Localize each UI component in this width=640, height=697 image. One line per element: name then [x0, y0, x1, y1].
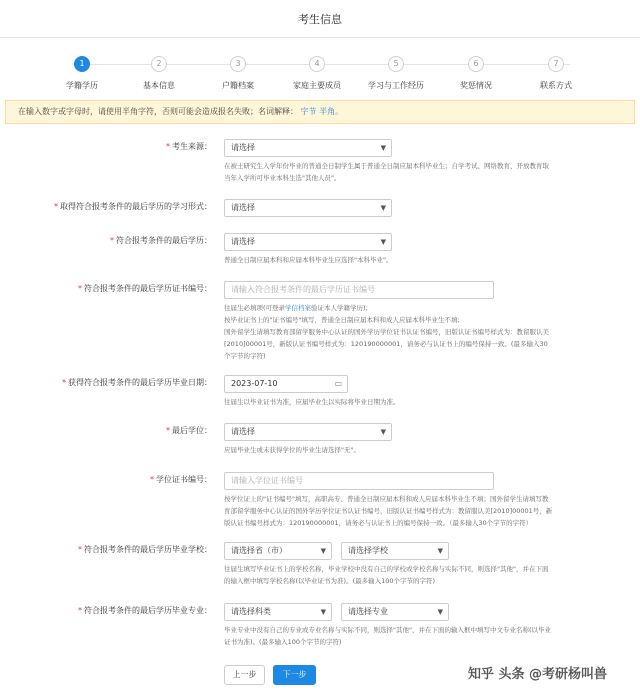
watermark-text: 知乎 头条 @考研杨叫兽	[468, 667, 608, 682]
step-number: 2	[151, 56, 167, 72]
notice-link-byte[interactable]: 字节	[300, 107, 317, 116]
step-5[interactable]	[356, 56, 436, 91]
study-form-select[interactable]: 请选择 ▼	[224, 199, 392, 217]
degree-cert-input[interactable]: 请输入学位证书编号	[224, 472, 494, 490]
cert-no-input[interactable]: 请输入符合报考条件的最后学历证书编号	[224, 281, 494, 299]
grad-major-label: * 符合报考条件的最后学历毕业专业：	[78, 606, 212, 615]
step-number: 1	[74, 56, 90, 72]
grad-school-label: * 符合报考条件的最后学历毕业学校：	[78, 545, 212, 554]
notice-link-halfwidth[interactable]: 半角。	[319, 107, 344, 116]
step-number: 7	[548, 56, 564, 72]
notice-text: 在输入数字或字母时，请使用半角字符，否则可能会造成报名失败；名词解释：	[18, 107, 298, 116]
step-label: 基本信息	[143, 81, 175, 90]
cert-no-hint: 往届生必填项(可登录学信档案验证本人学籍学历); 按毕业证书上的"证书编号"填写，普通全日制应届本科和成人应届本科毕业生不填; 国外留学生请填写教育部留学服务中心认证的国外学历学位证书认证书编号，旧版认证书编号样式为：教留服认美[2010]00001号，新版认证书编号样式为：120190000001，请务必与认证书上的编号保持一致。(最多输入30个字节的字符)	[224, 304, 549, 360]
step-number: 6	[468, 56, 484, 72]
chevron-down-icon: ▼	[437, 547, 443, 555]
step-number: 3	[230, 56, 246, 72]
step-label: 家庭主要成员	[293, 81, 341, 90]
source-hint: 在被士研究生入学年份毕业的普通全日制学生属于普通全日制应届本科毕业生；自学考试、网络教育、开放教育取当年入学所可毕业本科生选"其他人员"。	[224, 162, 549, 182]
calendar-icon[interactable]: ▭	[334, 379, 342, 388]
step-1[interactable]	[42, 56, 122, 91]
degree-type-hint: 应届毕业生或未获得学位的毕业生请选择"无"。	[224, 446, 360, 454]
grad-date-hint: 往届生以毕业证书为准，应届毕业生以实际将毕业日期为准。	[224, 398, 400, 406]
step-number: 4	[309, 56, 325, 72]
chevron-down-icon: ▼	[380, 144, 386, 152]
source-label: * 考生来源：	[166, 142, 212, 151]
last-degree-select[interactable]: 请选择 ▼	[224, 233, 392, 251]
page-header	[0, 0, 640, 38]
study-form-label: * 取得符合报考条件的最后学历的学习形式：	[54, 202, 212, 211]
chevron-down-icon: ▼	[380, 238, 386, 246]
step-label: 奖惩情况	[460, 81, 492, 90]
step-4[interactable]	[277, 56, 357, 91]
step-6[interactable]	[436, 56, 516, 91]
step-progress	[0, 46, 640, 98]
degree-type-label: * 最后学位：	[166, 426, 212, 435]
school-select[interactable]: 请选择学校 ▼	[341, 542, 449, 560]
chevron-down-icon: ▼	[320, 608, 326, 616]
chevron-down-icon: ▼	[380, 204, 386, 212]
notice-banner	[5, 100, 635, 124]
step-label: 学籍学历	[66, 81, 98, 90]
last-degree-label: * 符合报考条件的最后学历：	[110, 236, 212, 245]
page-title: 考生信息	[298, 12, 342, 26]
step-7[interactable]	[516, 56, 596, 91]
step-label: 联系方式	[540, 81, 572, 90]
last-degree-hint: 普通全日制应届本科和应届本科毕业生应选择"本科毕业"。	[224, 256, 393, 264]
step-label: 学习与工作经历	[368, 81, 424, 90]
grad-date-input[interactable]: 2023-07-10 ▭	[224, 375, 348, 393]
xuexin-link[interactable]: 学信档案	[285, 304, 312, 312]
degree-cert-hint: 按学位证上的"证书编号"填写，高职高专、普通全日制应届本科和成人应届本科毕业生不填；国外留学生请填写教育部留学服务中心认证的国外学历学位证书认证书编号，旧版认证书编号样式为：教留服认美[2010]00001号，新版认证书编号样式为：120190000001，请务必与认证书上的编号保持一致。（最多输入30个字节的字符）	[224, 495, 553, 527]
chevron-down-icon: ▼	[320, 547, 326, 555]
next-button[interactable]: 下一步	[273, 665, 316, 685]
category-select[interactable]: 请选择科类 ▼	[224, 603, 332, 621]
grad-major-hint: 毕业专业中没有自己的专业或专业名称与实际不同，则选择"其他"，并在下面的输入框中填写中文专业名称(以毕业证书为准)。(最多输入100个字节的字符)	[224, 626, 552, 646]
province-select[interactable]: 请选择省（市） ▼	[224, 542, 332, 560]
grad-school-hint: 往届生填写毕业证书上的学校名称，毕业学校中没有自己的学校或学校名称与实际不同，则选择"其他"，并在下面的输入框中填写学校名称(以毕业证书为准)。(最多输入100个字节的字符)	[224, 565, 549, 585]
step-2[interactable]	[119, 56, 199, 91]
step-3[interactable]	[198, 56, 278, 91]
step-number: 5	[388, 56, 404, 72]
cert-no-label: * 符合报考条件的最后学历证书编号：	[78, 284, 212, 293]
degree-type-select[interactable]: 请选择 ▼	[224, 423, 392, 441]
prev-button[interactable]: 上一步	[224, 665, 265, 685]
source-select[interactable]: 请选择 ▼	[224, 139, 392, 157]
chevron-down-icon: ▼	[437, 608, 443, 616]
degree-cert-label: * 学位证书编号：	[150, 475, 212, 484]
major-select[interactable]: 请选择专业 ▼	[341, 603, 449, 621]
grad-date-label: * 获得符合报考条件的最后学历毕业日期：	[62, 378, 212, 387]
chevron-down-icon: ▼	[380, 428, 386, 436]
step-label: 户籍档案	[222, 81, 254, 90]
